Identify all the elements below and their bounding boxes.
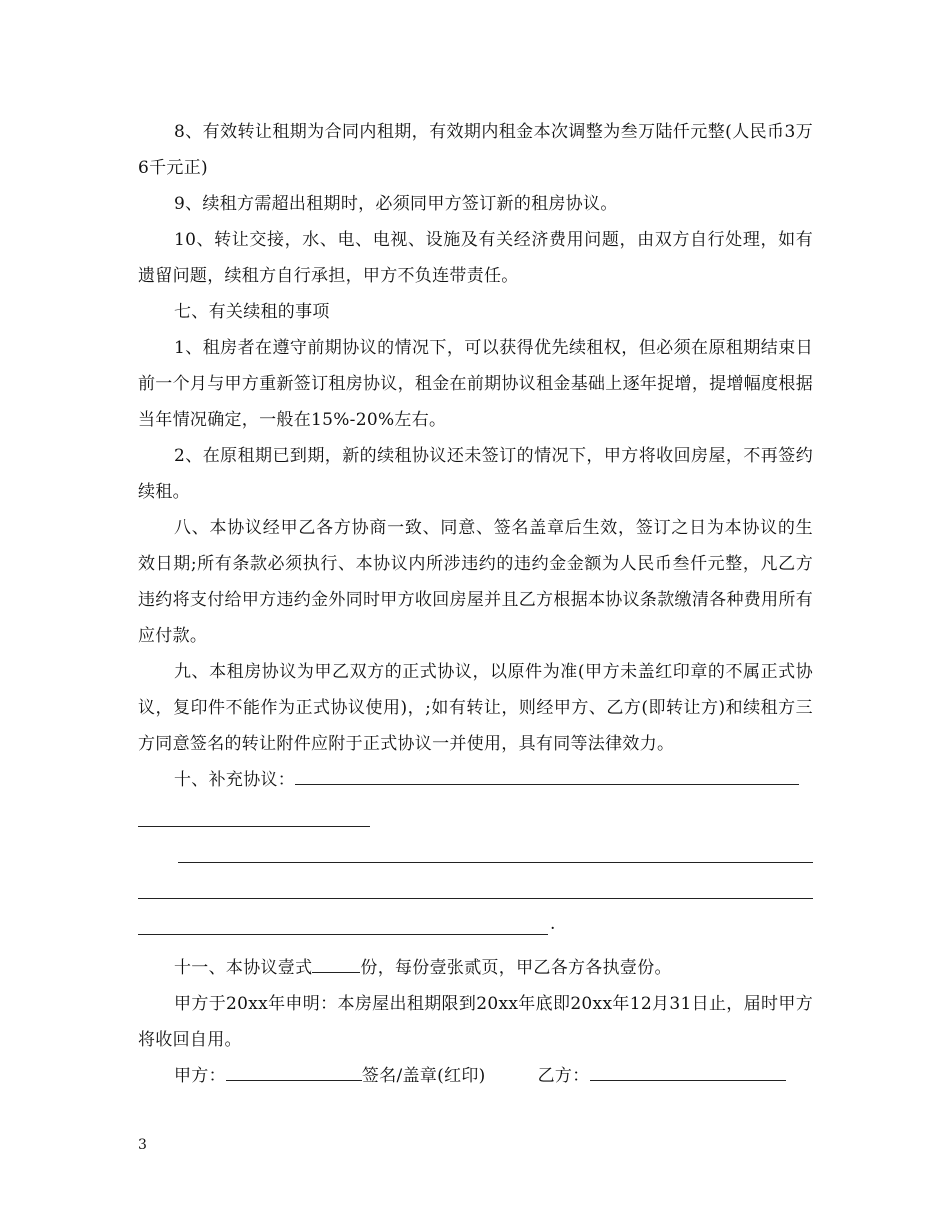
- supplement-blank-line-1[interactable]: [295, 766, 799, 785]
- paragraph-renewal-2: 2、在原租期已到期，新的续租协议还未签订的情况下，甲方将收回房屋，不再签约续租。: [138, 446, 813, 502]
- paragraph-clause-10: 10、转让交接，水、电、电视、设施及有关经济费用问题，由双方自行处理，如有遗留问题，续租方自行承担，甲方不负连带责任。: [138, 230, 813, 286]
- paragraph-renewal-1: 1、租房者在遵守前期协议的情况下，可以获得优先续租权，但必须在原租期结束日前一个月与甲方重新签订租房协议，租金在前期协议租金基础上逐年捉增，提增幅度根据当年情况确定，一般在15%-20%左右。: [138, 338, 813, 430]
- supplement-blank-line-5[interactable]: [138, 933, 548, 935]
- party-a-signature-blank[interactable]: [226, 1062, 362, 1081]
- supplement-blank-line-3[interactable]: [178, 861, 813, 863]
- landlord-statement: 甲方于20xx年申明：本房屋出租期限到20xx年底即20xx年12月31日止，届时甲方将收回自用。: [138, 994, 813, 1050]
- supplement-line-3-row: [138, 834, 813, 870]
- supplement-blank-line-2[interactable]: [138, 825, 370, 827]
- supplement-label: 十、补充协议：: [174, 770, 296, 790]
- page-number: 3: [138, 1137, 147, 1153]
- copies-clause: [138, 950, 813, 986]
- paragraph-clause-9: 9、续租方需超出租期时，必须同甲方签订新的租房协议。: [174, 194, 618, 214]
- section-heading-renewal: 七、有关续租的事项: [174, 302, 330, 322]
- supplement-blank-line-4[interactable]: [138, 897, 813, 899]
- document-body: [138, 114, 813, 1094]
- sign-seal-label: 签名/盖章(红印): [361, 1066, 486, 1086]
- paragraph-section-9: 九、本租房协议为甲乙双方的正式协议，以原件为准(甲方未盖红印章的不属正式协议，复印件不能作为正式协议使用)，;如有转让，则经甲方、乙方(即转让方)和续租方三方同意签名的转让附件应附于正式协议一并使用，具有同等法律效力。: [138, 662, 813, 754]
- party-b-signature-blank[interactable]: [590, 1062, 786, 1081]
- supplement-line-4-row: [138, 870, 813, 906]
- party-a-label: 甲方：: [174, 1066, 226, 1086]
- supplement-line-5-row: [138, 906, 813, 942]
- copies-count-blank[interactable]: [312, 954, 360, 973]
- party-b-label: 乙方：: [537, 1066, 590, 1086]
- signature-row: [138, 1058, 813, 1094]
- supplement-row: [138, 762, 813, 798]
- paragraph-clause-8: 8、有效转让租期为合同内租期，有效期内租金本次调整为叁万陆仟元整(人民币3万6千元正): [138, 122, 813, 178]
- paragraph-section-8: 八、本协议经甲乙各方协商一致、同意、签名盖章后生效，签订之日为本协议的生效日期;所有条款必须执行、本协议内所涉违约的违约金金额为人民币叁仟元整，凡乙方违约将支付给甲方违约金外同时甲方收回房屋并且乙方根据本协议条款缴清各种费用所有应付款。: [138, 518, 813, 646]
- copies-text-after: 份，每份壹张贰页，甲乙各方各执壹份。: [360, 958, 672, 978]
- supplement-end-mark: .: [550, 914, 556, 934]
- copies-text-before: 十一、本协议壹式: [174, 958, 313, 978]
- supplement-line-2-row: [138, 798, 813, 834]
